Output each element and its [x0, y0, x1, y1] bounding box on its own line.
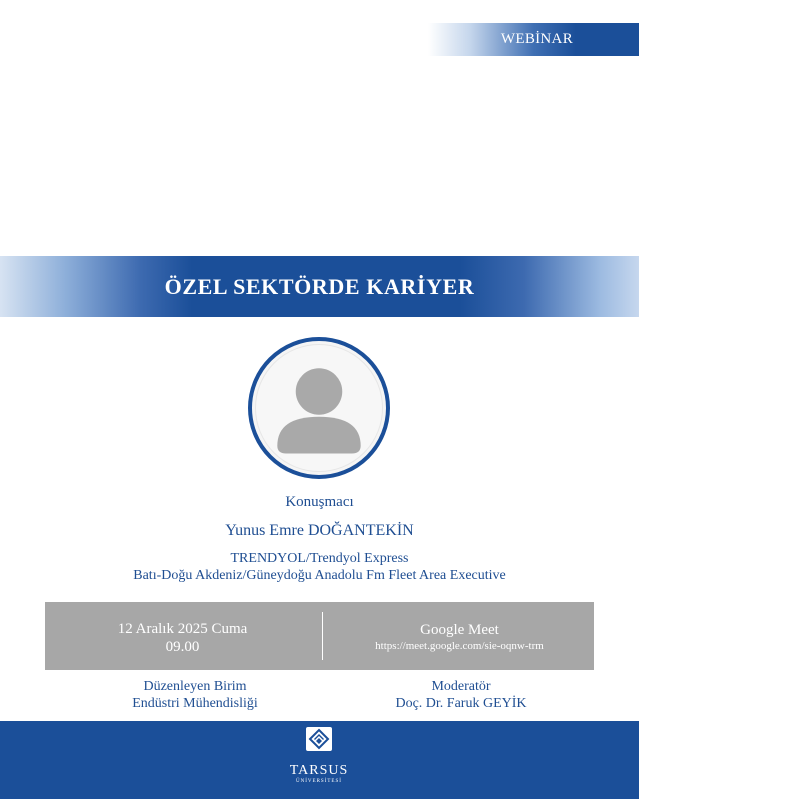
university-logo-icon: [306, 727, 332, 751]
university-name: TARSUS: [289, 763, 349, 778]
moderator-value: Doç. Dr. Faruk GEYİK: [395, 696, 527, 711]
speaker-position: Batı-Doğu Akdeniz/Güneydoğu Anadolu Fm Fleet Area Executive: [133, 568, 506, 583]
event-datetime: [45, 620, 320, 656]
event-time: 09.00: [165, 639, 200, 655]
university-sub: ÜNİVERSİTESİ: [296, 779, 342, 784]
speaker-company: TRENDYOL/Trendyol Express: [230, 551, 409, 566]
info-divider: [322, 612, 323, 660]
organizer-value: Endüstri Mühendisliği: [132, 696, 258, 711]
webinar-label: WEBİNAR: [500, 31, 573, 47]
speaker-avatar: [248, 337, 390, 479]
user-placeholder-icon: [256, 345, 382, 471]
meeting-link[interactable]: https://meet.google.com/sie-oqnw-trm: [375, 640, 544, 652]
event-info-bar: [45, 602, 594, 670]
speaker-role-label: Konuşmacı: [285, 494, 354, 510]
speaker-name: Yunus Emre DOĞANTEKİN: [225, 522, 414, 539]
moderator-label: Moderatör: [431, 679, 491, 694]
event-platform: Google Meet: [420, 622, 499, 638]
webinar-tag: [428, 23, 639, 56]
title-band: [0, 256, 639, 317]
page-title: ÖZEL SEKTÖRDE KARİYER: [164, 273, 475, 299]
organizer-block: [90, 678, 300, 712]
event-location: [325, 622, 594, 653]
organizer-label: Düzenleyen Birim: [143, 679, 247, 694]
moderator-block: [356, 678, 566, 712]
event-date: 12 Aralık 2025 Cuma: [117, 621, 248, 637]
